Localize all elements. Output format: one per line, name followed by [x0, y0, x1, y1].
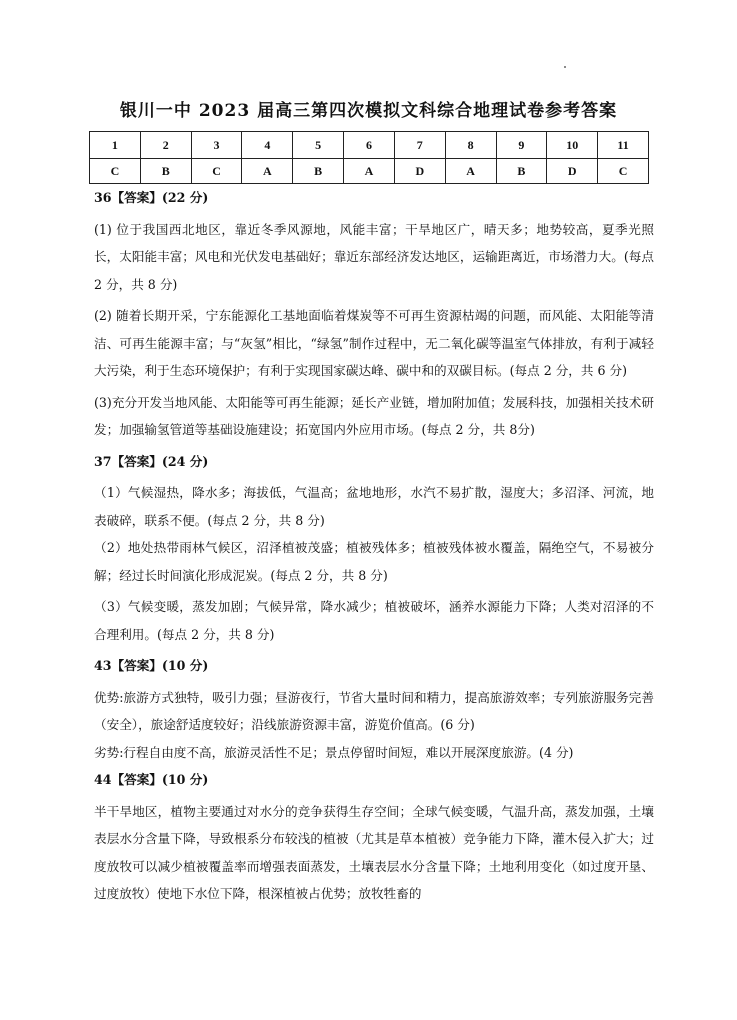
- answer-row: [90, 159, 649, 184]
- answer-cell: A: [445, 159, 496, 184]
- section-heading-36: 36【答案】(22 分): [94, 190, 209, 205]
- answer-cell: C: [191, 159, 242, 184]
- answer-cell: A: [344, 159, 395, 184]
- answer-paragraph: (3)充分开发当地风能、太阳能等可再生能源；延长产业链，增加附加值；发展科技，加强相关技术研发；加强输氢管道等基础设施建设；拓宽国内外应用市场。(每点 2 分，共 8分): [94, 394, 654, 437]
- answer-cell: B: [496, 159, 547, 184]
- answer-cell: A: [242, 159, 293, 184]
- question-number-row: [90, 132, 649, 159]
- question-number-cell: 10: [547, 132, 598, 159]
- section-heading-37: 37【答案】(24 分): [94, 453, 209, 469]
- question-number-cell: 1: [90, 132, 141, 159]
- answer-cell: C: [90, 159, 141, 184]
- answer-paragraph: (1) 位于我国西北地区，靠近冬季风源地，风能丰富；干旱地区广，晴天多；地势较高，夏季光照长，太阳能丰富；风电和光伏发电基础好；靠近东部经济发达地区，运输距离近，市场潜力大。(每点 2 分，共 8 分): [94, 221, 654, 292]
- answer-cell: B: [293, 159, 344, 184]
- question-number-cell: 7: [394, 132, 445, 159]
- question-number-cell: 5: [293, 132, 344, 159]
- answer-content: [94, 184, 654, 908]
- answer-paragraph: （3）气候变暖，蒸发加剧；气候异常，降水减少；植被破坏，涵养水源能力下降；人类对沼泽的不合理利用。(每点 2 分，共 8 分): [94, 599, 654, 642]
- answer-paragraph: （2）地处热带雨林气候区，沼泽植被茂盛；植被残体多；植被残体被水覆盖，隔绝空气，不易被分解；经过长时间演化形成泥炭。(每点 2 分，共 8 分): [94, 540, 654, 583]
- question-number-cell: 11: [598, 132, 649, 159]
- section-heading-43: 43【答案】(10 分): [94, 658, 209, 673]
- question-number-cell: 6: [344, 132, 395, 159]
- question-number-cell: 8: [445, 132, 496, 159]
- question-number-cell: 9: [496, 132, 547, 159]
- section-heading-44: 44【答案】(10 分): [94, 772, 209, 787]
- answer-paragraph: 优势:旅游方式独特，吸引力强；昼游夜行，节省大量时间和精力，提高旅游效率；专列旅游服务完善（安全），旅途舒适度较好；沿线旅游资源丰富，游览价值高。(6 分): [94, 689, 654, 732]
- answer-key-table: [89, 131, 649, 184]
- question-number-cell: 3: [191, 132, 242, 159]
- answer-paragraph: （1）气候湿热，降水多；海拔低，气温高；盆地地形，水汽不易扩散，湿度大；多沼泽、河流，地表破碎，联系不便。(每点 2 分，共 8 分): [94, 485, 654, 528]
- answer-paragraph: (2) 随着长期开采，宁东能源化工基地面临着煤炭等不可再生资源枯竭的问题，而风能、太阳能等清洁、可再生能源丰富；与“灰氢”相比，“绿氢”制作过程中，无二氧化碳等温室气体排放，有利于减轻大污染，利于生态环境保护；有利于实现国家碳达峰、碳中和的双碳目标。(每点 2 分，共 6 分): [94, 308, 654, 378]
- question-number-cell: 4: [242, 132, 293, 159]
- answer-paragraph: 半干旱地区，植物主要通过对水分的竞争获得生存空间；全球气候变暖，气温升高，蒸发加强，土壤表层水分含量下降，导致根系分布较浅的植被（尤其是草本植被）竞争能力下降，灌木侵入扩大；过度放牧可以减少植被覆盖率而增强表面蒸发，土壤表层水分含量下降；土地利用变化（如过度开垦、过度放牧）使地下水位下降，根深植被占优势；放牧牲畜的: [94, 803, 654, 901]
- answer-cell: D: [547, 159, 598, 184]
- answer-cell: B: [140, 159, 191, 184]
- document-title: 银川一中 2023 届高三第四次模拟文科综合地理试卷参考答案: [119, 101, 618, 121]
- question-number-cell: 2: [140, 132, 191, 159]
- answer-paragraph: 劣势:行程自由度不高，旅游灵活性不足；景点停留时间短，难以开展深度旅游。(4 分): [94, 744, 574, 760]
- answer-cell: D: [394, 159, 445, 184]
- answer-cell: C: [598, 159, 649, 184]
- scan-dot: [564, 66, 566, 68]
